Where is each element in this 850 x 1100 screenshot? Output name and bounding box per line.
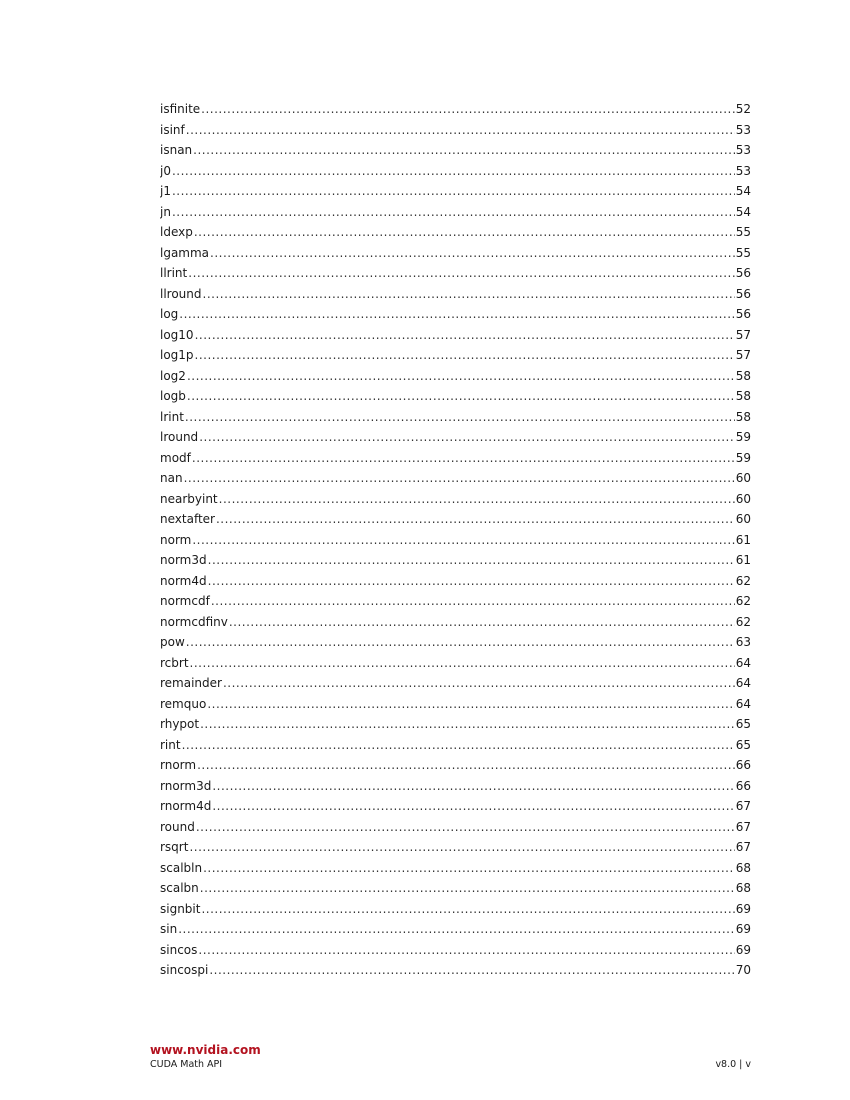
toc-entry-title: rnorm <box>160 758 197 772</box>
dot-leader <box>172 161 735 182</box>
toc-entry-page-number: 58 <box>735 368 751 383</box>
toc-entry-page-number: 60 <box>735 512 751 526</box>
dot-leader <box>190 653 735 674</box>
toc-entry-page-number: 56 <box>735 286 751 301</box>
toc-entry-page-number: 65 <box>735 737 751 752</box>
toc-entry-title: j0 <box>160 163 171 178</box>
toc-entry-page-number: 69 <box>735 901 751 916</box>
toc-entry[interactable] <box>160 612 751 633</box>
dot-leader <box>207 694 734 715</box>
toc-entry-title: scalbln <box>160 860 203 875</box>
toc-entry[interactable] <box>160 222 751 243</box>
dot-leader <box>186 120 735 141</box>
toc-entry[interactable] <box>160 632 751 653</box>
dot-leader <box>201 99 735 120</box>
toc-entry-title: llround <box>160 286 202 301</box>
dot-leader <box>187 386 735 407</box>
dot-leader <box>211 591 735 612</box>
toc-entry-page-number: 64 <box>735 676 751 690</box>
toc-entry-page-number: 57 <box>735 327 751 342</box>
toc-entry-title: log1p <box>160 348 194 362</box>
footer-separator: | <box>739 1059 743 1070</box>
toc-entry[interactable] <box>160 960 751 981</box>
toc-entry-title: nextafter <box>160 512 215 526</box>
toc-entry-title: rint <box>160 737 181 752</box>
toc-entry-page-number: 62 <box>735 594 751 608</box>
toc-entry-page-number: 58 <box>735 389 751 403</box>
toc-entry-title: scalbn <box>160 881 199 895</box>
footer-doc-title: CUDA Math API <box>150 1059 223 1070</box>
toc-entry[interactable] <box>160 304 751 325</box>
dot-leader <box>199 427 735 448</box>
dot-leader <box>195 345 735 366</box>
toc-entry-page-number: 55 <box>735 245 751 260</box>
toc-entry-title: nearbyint <box>160 491 218 506</box>
toc-entry-page-number: 59 <box>735 450 751 465</box>
dot-leader <box>179 304 734 325</box>
dot-leader <box>208 571 735 592</box>
toc-entry-page-number: 54 <box>735 184 751 198</box>
dot-leader <box>200 714 735 735</box>
toc-entry[interactable] <box>160 776 751 797</box>
toc-entry[interactable] <box>160 919 751 940</box>
dot-leader <box>186 632 735 653</box>
version-label: v8.0 <box>715 1059 737 1070</box>
toc-entry-title: isinf <box>160 122 185 137</box>
toc-entry-page-number: 68 <box>735 881 751 895</box>
toc-entry-title: remainder <box>160 676 222 690</box>
toc-entry-page-number: 53 <box>735 163 751 178</box>
toc-entry-page-number: 64 <box>735 696 751 711</box>
toc-entry-page-number: 60 <box>735 471 751 485</box>
toc-entry[interactable] <box>160 263 751 284</box>
toc-entry[interactable] <box>160 489 751 510</box>
toc-entry-page-number: 52 <box>735 102 751 116</box>
toc-entry-page-number: 65 <box>735 717 751 731</box>
toc-entry[interactable] <box>160 448 751 469</box>
toc-entry-title: log10 <box>160 327 194 342</box>
toc-entry[interactable] <box>160 181 751 202</box>
toc-entry-title: rhypot <box>160 717 200 731</box>
toc-entry-title: isfinite <box>160 102 201 116</box>
dot-leader <box>203 284 735 305</box>
toc-entry-title: sincos <box>160 942 198 957</box>
toc-entry-page-number: 58 <box>735 409 751 424</box>
toc-entry-title: rsqrt <box>160 840 189 854</box>
toc-entry[interactable] <box>160 694 751 715</box>
toc-entry-title: jn <box>160 204 171 219</box>
toc-entry[interactable] <box>160 468 751 489</box>
dot-leader <box>172 202 735 223</box>
toc-entry-title: ldexp <box>160 225 193 239</box>
toc-entry-title: log2 <box>160 368 186 383</box>
toc-entry[interactable] <box>160 99 751 120</box>
toc-entry[interactable] <box>160 243 751 264</box>
toc-entry-page-number: 53 <box>735 122 751 137</box>
toc-entry[interactable] <box>160 796 751 817</box>
toc-entry-page-number: 68 <box>735 860 751 875</box>
toc-entry-page-number: 56 <box>735 266 751 280</box>
toc-entry-page-number: 67 <box>735 840 751 854</box>
dot-leader <box>210 243 735 264</box>
toc-entry[interactable] <box>160 878 751 899</box>
toc-entry-title: rnorm3d <box>160 778 212 793</box>
toc-entry-title: rnorm4d <box>160 799 212 813</box>
toc-entry-title: signbit <box>160 901 201 916</box>
toc-entry-page-number: 61 <box>735 553 751 567</box>
toc-entry-page-number: 55 <box>735 225 751 239</box>
toc-entry[interactable] <box>160 817 751 838</box>
dot-leader <box>196 817 735 838</box>
toc-entry-title: norm4d <box>160 573 207 588</box>
toc-entry-title: j1 <box>160 184 171 198</box>
toc-entry-page-number: 69 <box>735 942 751 957</box>
dot-leader <box>182 735 735 756</box>
dot-leader <box>189 837 734 858</box>
toc-entry-page-number: 53 <box>735 143 751 157</box>
toc-entry[interactable] <box>160 407 751 428</box>
toc-entry[interactable] <box>160 140 751 161</box>
dot-leader <box>223 673 735 694</box>
toc-entry-title: sincospi <box>160 963 209 977</box>
toc-entry[interactable] <box>160 120 751 141</box>
toc-entry[interactable] <box>160 509 751 530</box>
toc-entry-title: rcbrt <box>160 655 189 670</box>
dot-leader <box>194 222 735 243</box>
dot-leader <box>209 960 734 981</box>
toc-entry-page-number: 66 <box>735 758 751 772</box>
toc-entry[interactable] <box>160 284 751 305</box>
toc-entry[interactable] <box>160 386 751 407</box>
toc-entry[interactable] <box>160 591 751 612</box>
toc-entry[interactable] <box>160 550 751 571</box>
toc-entry-title: lgamma <box>160 245 210 260</box>
toc-entry-page-number: 64 <box>735 655 751 670</box>
dot-leader <box>195 325 735 346</box>
dot-leader <box>185 407 735 428</box>
dot-leader <box>219 489 735 510</box>
toc-entry[interactable] <box>160 673 751 694</box>
toc-entry-title: remquo <box>160 696 207 711</box>
toc-entry-title: normcdf <box>160 594 210 608</box>
toc-entry-page-number: 67 <box>735 799 751 813</box>
toc-entry-page-number: 62 <box>735 573 751 588</box>
toc-entry[interactable] <box>160 940 751 961</box>
toc-entry[interactable] <box>160 858 751 879</box>
dot-leader <box>197 755 735 776</box>
toc-entry[interactable] <box>160 202 751 223</box>
dot-leader <box>200 878 735 899</box>
toc-entry-page-number: 67 <box>735 819 751 834</box>
toc-entry-title: log <box>160 307 179 321</box>
dot-leader <box>203 858 735 879</box>
toc-entry-title: norm <box>160 532 192 547</box>
dot-leader <box>187 366 735 387</box>
toc-entry-page-number: 62 <box>735 614 751 629</box>
toc-entry-page-number: 69 <box>735 922 751 936</box>
toc-entry-title: round <box>160 819 195 834</box>
toc-entry-page-number: 54 <box>735 204 751 219</box>
page-number: v <box>745 1059 751 1070</box>
toc-entry-page-number: 59 <box>735 430 751 444</box>
toc-entry[interactable] <box>160 837 751 858</box>
toc-entry[interactable] <box>160 427 751 448</box>
dot-leader <box>193 140 735 161</box>
toc-entry[interactable] <box>160 366 751 387</box>
toc-entry-title: logb <box>160 389 186 403</box>
dot-leader <box>229 612 735 633</box>
toc-entry-page-number: 66 <box>735 778 751 793</box>
dot-leader <box>216 509 735 530</box>
toc-entry[interactable] <box>160 161 751 182</box>
toc-entry-title: modf <box>160 450 191 465</box>
dot-leader <box>172 181 735 202</box>
toc-entry[interactable] <box>160 714 751 735</box>
footer-page-info <box>715 1059 751 1070</box>
toc-entry-title: nan <box>160 471 183 485</box>
toc-entry-page-number: 57 <box>735 348 751 362</box>
toc-entry[interactable] <box>160 571 751 592</box>
dot-leader <box>192 448 735 469</box>
footer-url-link[interactable]: www.nvidia.com <box>150 1043 261 1057</box>
toc-entry-title: lround <box>160 430 199 444</box>
dot-leader <box>184 468 735 489</box>
toc-entry[interactable] <box>160 735 751 756</box>
toc-entry[interactable] <box>160 325 751 346</box>
toc-entry-page-number: 60 <box>735 491 751 506</box>
dot-leader <box>208 550 735 571</box>
dot-leader <box>212 776 734 797</box>
toc-entry[interactable] <box>160 345 751 366</box>
table-of-contents <box>160 99 751 981</box>
toc-entry[interactable] <box>160 899 751 920</box>
dot-leader <box>192 530 734 551</box>
toc-entry-title: pow <box>160 635 185 649</box>
toc-entry-title: norm3d <box>160 553 207 567</box>
toc-entry-title: lrint <box>160 409 184 424</box>
dot-leader <box>188 263 734 284</box>
dot-leader <box>201 899 734 920</box>
toc-entry[interactable] <box>160 530 751 551</box>
toc-entry-page-number: 70 <box>735 963 751 977</box>
toc-entry-title: normcdfinv <box>160 614 228 629</box>
dot-leader <box>198 940 734 961</box>
toc-entry-title: llrint <box>160 266 188 280</box>
dot-leader <box>212 796 734 817</box>
toc-entry[interactable] <box>160 653 751 674</box>
toc-entry-page-number: 61 <box>735 532 751 547</box>
toc-entry-title: isnan <box>160 143 193 157</box>
toc-entry-page-number: 56 <box>735 307 751 321</box>
dot-leader <box>178 919 735 940</box>
toc-entry-page-number: 63 <box>735 635 751 649</box>
toc-entry-title: sin <box>160 922 178 936</box>
toc-entry[interactable] <box>160 755 751 776</box>
